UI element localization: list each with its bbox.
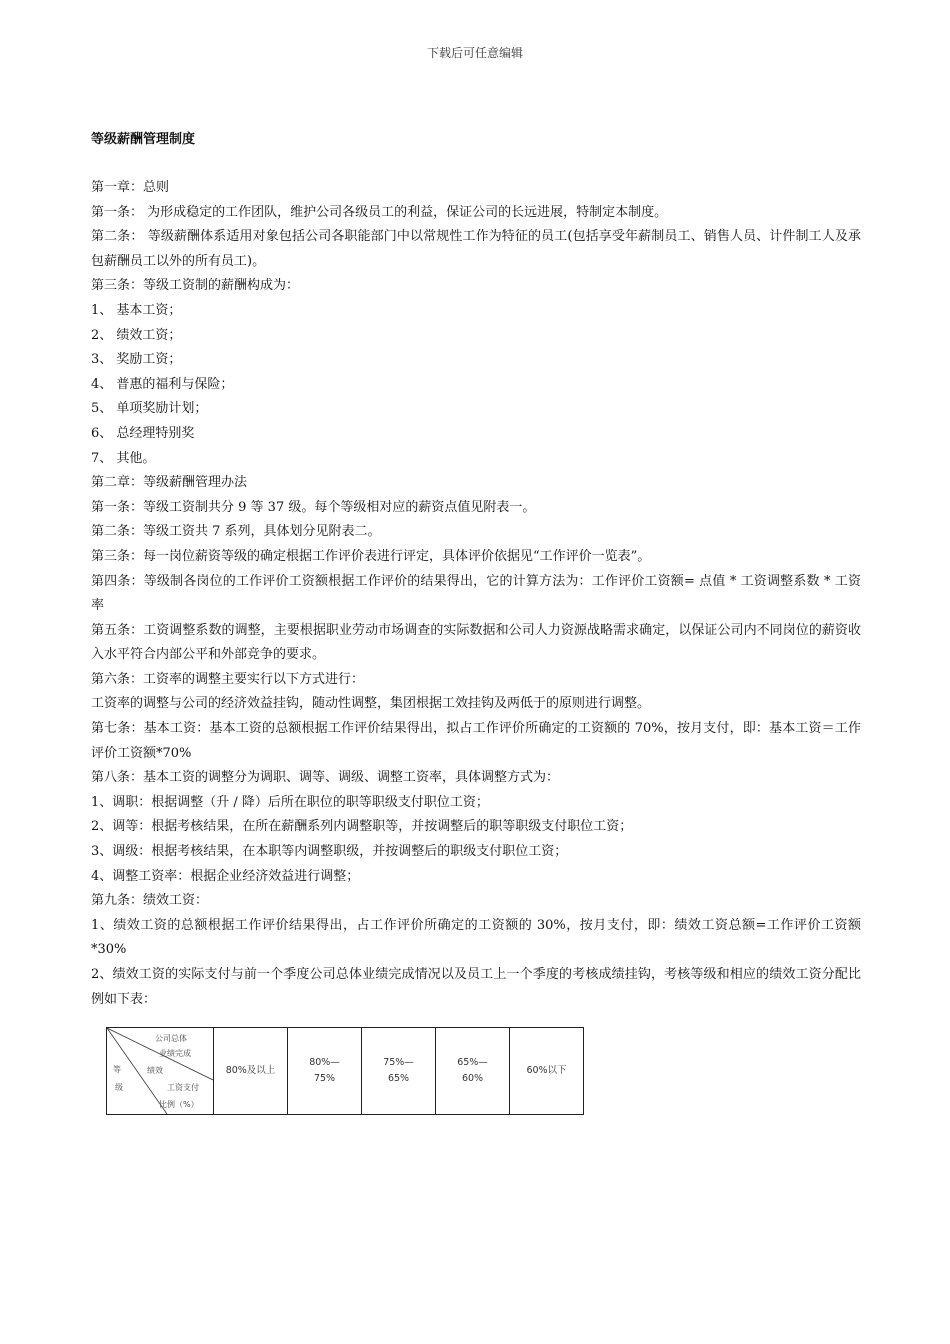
paragraph: 第八条：基本工资的调整分为调职、调等、调级、调整工资率，具体调整方式为： [91,770,560,786]
list-item: 2、调等：根据考核结果，在所在薪酬系列内调整职等，并按调整后的职等职级支付职位工资； [91,819,633,835]
cell-line: 80%— [309,1057,340,1068]
cell-line: 75% [313,1073,336,1084]
document-body [91,176,861,1012]
diag-label: 公司总体 [155,1034,187,1043]
list-item: 4、 普惠的福利与保险； [91,376,234,392]
cell-line: 65% [387,1073,410,1084]
cell-line: 65%— [457,1057,488,1068]
paragraph: 第九条：绩效工资： [91,893,209,909]
table-row [107,1028,584,1115]
document-title: 等级薪酬管理制度 [91,132,196,147]
list-item: 3、调级：根据考核结果，在本职等内调整职级，并按调整后的职级支付职位工资； [91,844,568,860]
paragraph: 第二条： 等级薪酬体系适用对象包括公司各职能部门中以常规性工作为特征的员工(包括享受年薪制员工、销售人员、计件制工人及承包薪酬员工以外的所有员工)。 [91,229,861,269]
ratio-column-cell [510,1028,584,1115]
paragraph: 1、绩效工资的总额根据工作评价结果得出，占工作评价所确定的工资额的 30%，按月支付，即：绩效工资总额=工作评价工资额*30% [91,917,861,958]
paragraph: 第二章：等级薪酬管理办法 [91,475,248,491]
diag-label: 比例（%） [159,1100,199,1109]
performance-pay-table [106,1027,584,1115]
ratio-column-cell [214,1028,288,1115]
diag-label: 工资支付 [167,1083,199,1092]
cell-line: 80%及以上 [225,1065,276,1076]
paragraph: 第一条：等级工资制共分 9 等 37 级。每个等级相对应的薪资点值见附表一。 [91,499,536,515]
cell-line: 75%— [383,1057,414,1068]
paragraph: 工资率的调整与公司的经济效益挂钩，随动性调整，集团根据工效挂钩及两低于的原则进行调整。 [91,696,651,712]
page-header: 下载后可任意编辑 [426,46,523,60]
cell-line: 60%以下 [526,1065,567,1076]
list-item: 1、调职：根据调整（升 / 降）后所在职位的职等职级支付职位工资； [91,794,489,810]
list-item: 6、 总经理特别奖 [91,425,195,441]
paragraph: 第三条：等级工资制的薪酬构成为： [91,278,300,294]
paragraph: 第三条：每一岗位薪资等级的确定根据工作评价表进行评定，具体评价依据见“工作评价一览表”。 [91,548,651,564]
diag-label: 业绩完成 [159,1049,191,1058]
paragraph: 第七条：基本工资：基本工资的总额根据工作评价结果得出，拟占工作评价所确定的工资额的 70%，按月支付，即：基本工资＝工作评价工资额*70% [91,721,861,761]
ratio-column-cell [436,1028,510,1115]
list-item: 4、调整工资率：根据企业经济效益进行调整； [91,868,360,884]
paragraph: 2、绩效工资的实际支付与前一个季度公司总体业绩完成情况以及员工上一个季度的考核成绩挂钩，考核等级和相应的绩效工资分配比例如下表： [91,967,861,1007]
diag-label: 等 [113,1065,121,1074]
diag-label: 绩效 [147,1066,163,1075]
paragraph: 第五条：工资调整系数的调整，主要根据职业劳动市场调查的实际数据和公司人力资源战略需求确定，以保证公司内不同岗位的薪资收入水平符合内部公平和外部竞争的要求。 [91,622,861,663]
paragraph: 第四条：等级制各岗位的工作评价工资额根据工作评价的结果得出，它的计算方法为：工作评价工资额= 点值 * 工资调整系数 * 工资率 [91,573,861,614]
paragraph: 第六条：工资率的调整主要实行以下方式进行： [91,671,365,687]
diagonal-header-cell [107,1028,214,1115]
paragraph: 第一章：总则 [91,180,170,195]
ratio-column-cell [288,1028,362,1115]
list-item: 1、 基本工资； [91,302,182,318]
cell-line: 60% [461,1073,484,1084]
list-item: 2、 绩效工资； [91,327,182,343]
list-item: 5、 单项奖励计划； [91,401,208,417]
paragraph: 第二条：等级工资共 7 系列，具体划分见附表二。 [91,524,381,540]
diag-label: 级 [115,1083,123,1092]
list-item: 3、 奖励工资； [91,352,182,368]
list-item: 7、 其他。 [91,450,156,466]
ratio-column-cell [362,1028,436,1115]
paragraph: 第一条： 为形成稳定的工作团队，维护公司各级员工的利益，保证公司的长远进展，特制定本制度。 [91,204,668,220]
